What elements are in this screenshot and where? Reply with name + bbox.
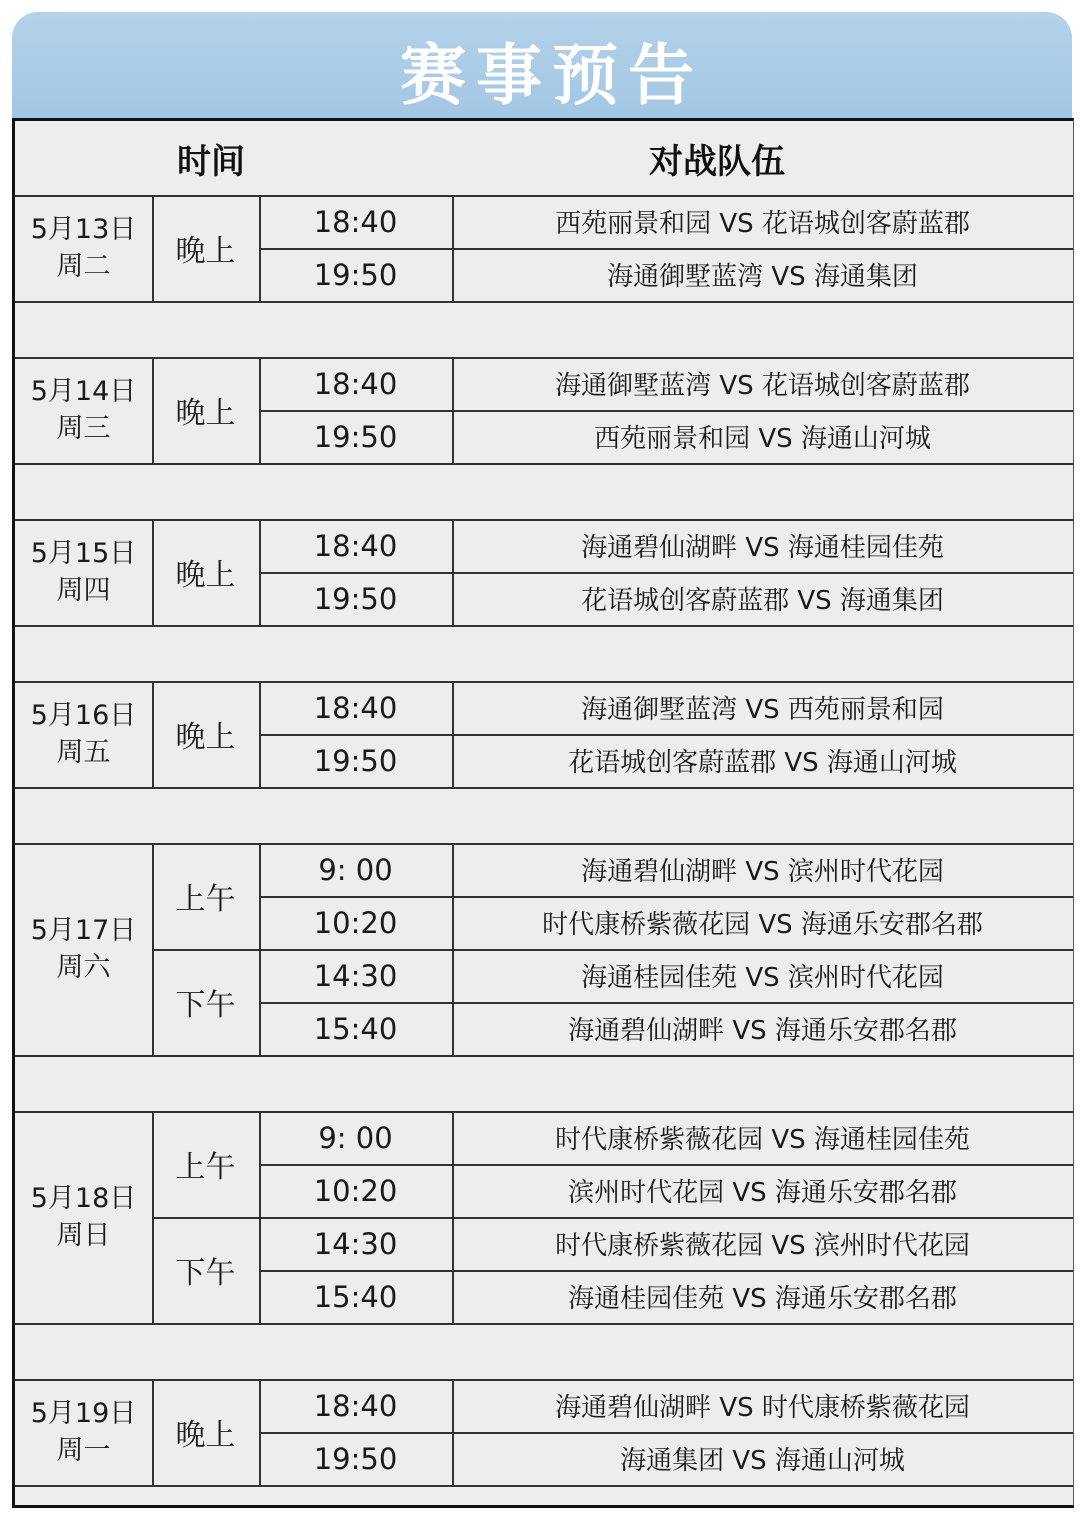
match-teams: 海通碧仙湖畔 VS 海通乐安郡名郡 (568, 1016, 957, 1046)
match-teams: 海通碧仙湖畔 VS 时代康桥紫薇花园 (555, 1393, 970, 1423)
match-teams: 西苑丽景和园 VS 花语城创客蔚蓝郡 (555, 209, 970, 239)
match-date: 5月14日 (30, 376, 137, 407)
match-time: 19:50 (313, 257, 398, 292)
period-label: 晚上 (175, 558, 236, 593)
match-weekday: 周一 (56, 1435, 111, 1466)
match-teams: 时代康桥紫薇花园 VS 海通乐安郡名郡 (542, 910, 983, 940)
grid-line (452, 843, 454, 1055)
date-cell (15, 195, 152, 301)
match-time: 18:40 (313, 528, 398, 563)
grid-line (152, 1111, 154, 1323)
match-teams: 海通碧仙湖畔 VS 海通桂园佳苑 (581, 533, 944, 563)
grid-line (259, 519, 261, 625)
match-time: 18:40 (313, 690, 398, 725)
grid-line (452, 681, 454, 787)
date-cell (15, 357, 152, 463)
match-teams: 西苑丽景和园 VS 海通山河城 (594, 424, 931, 454)
period-label: 上午 (175, 882, 236, 917)
period-label: 晚上 (175, 234, 236, 269)
match-date: 5月18日 (30, 1183, 137, 1214)
grid-line (259, 1379, 261, 1485)
grid-line (15, 1323, 1073, 1325)
match-teams: 时代康桥紫薇花园 VS 海通桂园佳苑 (555, 1125, 970, 1155)
grid-line (452, 195, 454, 301)
match-time: 9: 00 (318, 1120, 393, 1155)
match-teams: 滨州时代花园 VS 海通乐安郡名郡 (568, 1178, 957, 1208)
date-cell (15, 1111, 152, 1323)
match-time: 18:40 (313, 366, 398, 401)
match-time: 14:30 (313, 958, 398, 993)
grid-line (15, 1485, 1073, 1487)
grid-line (452, 519, 454, 625)
match-weekday: 周六 (56, 952, 111, 983)
grid-line (259, 1111, 261, 1323)
header-time: 时间 (177, 141, 245, 182)
grid-line (15, 787, 1073, 789)
match-time: 10:20 (313, 1173, 398, 1208)
header-matchups: 对战队伍 (649, 141, 785, 182)
title-banner (12, 12, 1072, 122)
match-weekday: 周二 (56, 251, 111, 282)
match-time: 19:50 (313, 419, 398, 454)
match-teams: 海通御墅蓝湾 VS 西苑丽景和园 (581, 695, 944, 725)
match-time: 10:20 (313, 905, 398, 940)
grid-line (15, 301, 1073, 303)
match-weekday: 周四 (56, 575, 111, 606)
period-label: 晚上 (175, 1418, 236, 1453)
match-time: 18:40 (313, 204, 398, 239)
match-time: 15:40 (313, 1011, 398, 1046)
period-label: 晚上 (175, 720, 236, 755)
page-title: 赛事预告 (400, 36, 704, 114)
match-time: 14:30 (313, 1226, 398, 1261)
match-weekday: 周三 (56, 413, 111, 444)
match-date: 5月19日 (30, 1398, 137, 1429)
grid-line (152, 357, 154, 463)
grid-line (452, 1111, 454, 1323)
grid-line (259, 843, 261, 1055)
match-teams: 花语城创客蔚蓝郡 VS 海通山河城 (568, 748, 957, 778)
grid-line (15, 463, 1073, 465)
grid-line (152, 681, 154, 787)
date-cell (15, 519, 152, 625)
match-weekday: 周日 (56, 1220, 111, 1251)
grid-line (15, 1055, 1073, 1057)
match-teams: 花语城创客蔚蓝郡 VS 海通集团 (581, 586, 944, 616)
period-label: 晚上 (175, 396, 236, 431)
grid-line (15, 625, 1073, 627)
match-date: 5月17日 (30, 915, 137, 946)
grid-line (452, 357, 454, 463)
grid-line (152, 519, 154, 625)
match-teams: 海通御墅蓝湾 VS 海通集团 (607, 262, 918, 292)
match-date: 5月15日 (30, 538, 137, 569)
match-time: 19:50 (313, 743, 398, 778)
date-cell (15, 681, 152, 787)
match-time: 19:50 (313, 1441, 398, 1476)
period-label: 下午 (175, 1256, 236, 1291)
grid-line (152, 843, 154, 1055)
match-time: 19:50 (313, 581, 398, 616)
grid-line (452, 1379, 454, 1485)
period-label: 上午 (175, 1150, 236, 1185)
grid-line (259, 681, 261, 787)
match-date: 5月16日 (30, 700, 137, 731)
match-time: 15:40 (313, 1279, 398, 1314)
match-teams: 海通御墅蓝湾 VS 花语城创客蔚蓝郡 (555, 371, 970, 401)
match-teams: 海通桂园佳苑 VS 海通乐安郡名郡 (568, 1284, 957, 1314)
match-teams: 时代康桥紫薇花园 VS 滨州时代花园 (555, 1231, 970, 1261)
match-time: 9: 00 (318, 852, 393, 887)
date-cell (15, 1379, 152, 1485)
match-date: 5月13日 (30, 214, 137, 245)
date-cell (15, 843, 152, 1055)
period-label: 下午 (175, 988, 236, 1023)
grid-line (152, 195, 154, 301)
match-time: 18:40 (313, 1388, 398, 1423)
match-teams: 海通碧仙湖畔 VS 滨州时代花园 (581, 857, 944, 887)
match-teams: 海通集团 VS 海通山河城 (620, 1446, 905, 1476)
grid-line (259, 195, 261, 301)
schedule-table (12, 118, 1074, 1508)
grid-line (152, 1379, 154, 1485)
grid-line (259, 357, 261, 463)
match-teams: 海通桂园佳苑 VS 滨州时代花园 (581, 963, 944, 993)
match-weekday: 周五 (56, 737, 111, 768)
